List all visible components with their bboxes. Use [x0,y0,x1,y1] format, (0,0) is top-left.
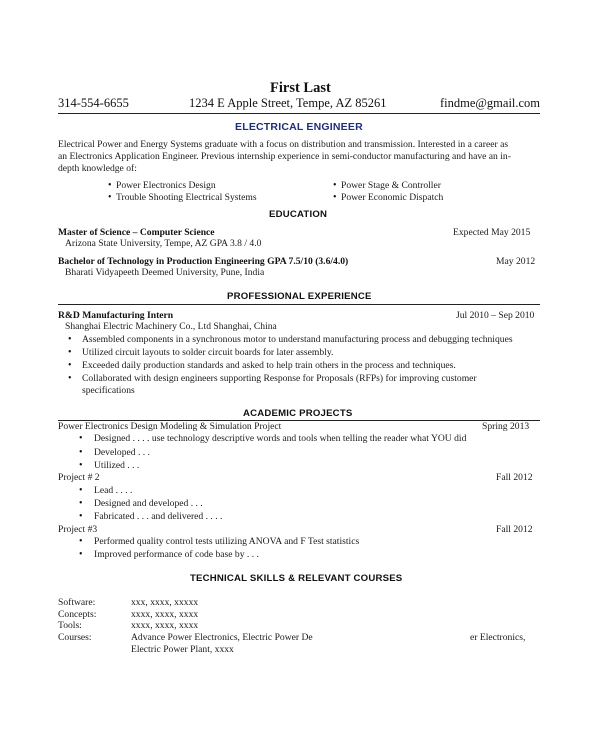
skills-value-continued: Electric Power Plant, xxxx [131,644,234,655]
job-bullet: Utilized circuit layouts to solder circuit boards for later assembly. [82,347,334,358]
projects-heading: ACADEMIC PROJECTS [243,408,353,419]
skill-item: Power Stage & Controller [341,180,441,191]
job-bullet: Assembled components in a synchronous motor to understand manufacturing process and debugging techniques [82,334,513,345]
degree-title: Master of Science – Computer Science [58,227,215,238]
bullet-icon: • [79,460,83,471]
project-bullet: Utilized . . . [94,460,140,471]
project-bullet: Lead . . . . [94,485,133,496]
project-date: Fall 2012 [496,524,533,535]
resume-name: First Last [270,80,331,96]
project-bullet: Designed . . . . use technology descriptive words and tools when telling the reader what YOU did [94,433,467,444]
bullet-icon: • [79,447,83,458]
experience-heading: PROFESSIONAL EXPERIENCE [227,291,372,302]
degree-date: Expected May 2015 [453,227,531,238]
bullet-icon: • [79,549,83,560]
bullet-icon: • [79,433,83,444]
skills-value: xxxx, xxxx, xxxx [131,620,199,631]
project-bullet: Improved performance of code base by . . . [94,549,259,560]
skills-label: Software: [58,597,96,608]
bullet-icon: • [108,192,112,203]
bullet-icon: • [79,536,83,547]
bullet-icon: • [79,485,83,496]
skills-value: xxxx, xxxx, xxxx [131,609,199,620]
project-date: Fall 2012 [496,472,533,483]
bullet-icon: • [333,180,337,191]
education-heading: EDUCATION [269,209,328,220]
project-title: Power Electronics Design Modeling & Simulation Project [58,421,282,432]
skills-value-tail: er Electronics, [470,632,526,643]
project-bullet: Performed quality control tests utilizing ANOVA and F Test statistics [94,536,360,547]
phone-number: 314-554-6655 [58,96,129,110]
bullet-icon: • [79,511,83,522]
job-bullet: Exceeded daily production standards and asked to help train others in the process and techniques. [82,360,456,371]
skill-item: Power Economic Dispatch [341,192,444,203]
skills-label: Concepts: [58,609,97,620]
bullet-icon: • [68,347,72,358]
street-address: 1234 E Apple Street, Tempe, AZ 85261 [189,96,387,110]
bullet-icon: • [68,334,72,345]
bullet-icon: • [68,373,72,384]
job-bullet: Collaborated with design engineers supporting Response for Proposals (RFPs) for improving customer [82,373,477,384]
job-title: R&D Manufacturing Intern [58,310,174,321]
project-bullet: Fabricated . . . and delivered . . . . [94,511,223,522]
skills-value: Advance Power Electronics, Electric Power De [131,632,313,643]
header-divider [58,113,540,114]
company-name: Shanghai Electric Machinery Co., Ltd Shanghai, China [65,321,277,332]
project-title: Project #3 [58,524,98,535]
objective-line-2: an Electronics Application Engineer. Previous internship experience in semi-conductor manufacturing and have an in- [58,151,511,162]
skill-item: Trouble Shooting Electrical Systems [116,192,257,203]
skills-heading: TECHNICAL SKILLS & RELEVANT COURSES [190,573,403,584]
project-bullet: Developed . . . [94,447,150,458]
skills-value: xxx, xxxx, xxxxx [131,597,199,608]
school-name: Arizona State University, Tempe, AZ GPA 3.8 / 4.0 [65,238,262,249]
skill-item: Power Electronics Design [116,180,216,191]
bullet-icon: • [68,360,72,371]
degree-title: Bachelor of Technology in Production Engineering GPA 7.5/10 (3.6/4.0) [58,256,349,267]
school-name: Bharati Vidyapeeth Deemed University, Pune, India [65,267,265,278]
objective-line-1: Electrical Power and Energy Systems graduate with a focus on distribution and transmission. Interested in a career as [58,139,509,150]
project-title: Project # 2 [58,472,100,483]
bullet-icon: • [108,180,112,191]
bullet-icon: • [333,192,337,203]
experience-divider [58,304,540,305]
skills-label: Tools: [58,620,82,631]
email-address[interactable]: findme@gmail.com [440,96,541,110]
degree-date: May 2012 [496,256,536,267]
objective-title: ELECTRICAL ENGINEER [235,121,363,133]
job-date: Jul 2010 – Sep 2010 [456,310,535,321]
project-date: Spring 2013 [482,421,530,432]
objective-line-3: depth knowledge of: [58,163,137,174]
job-bullet-continued: specifications [82,385,135,396]
skills-label: Courses: [58,632,92,643]
project-bullet: Designed and developed . . . [94,498,203,509]
bullet-icon: • [79,498,83,509]
